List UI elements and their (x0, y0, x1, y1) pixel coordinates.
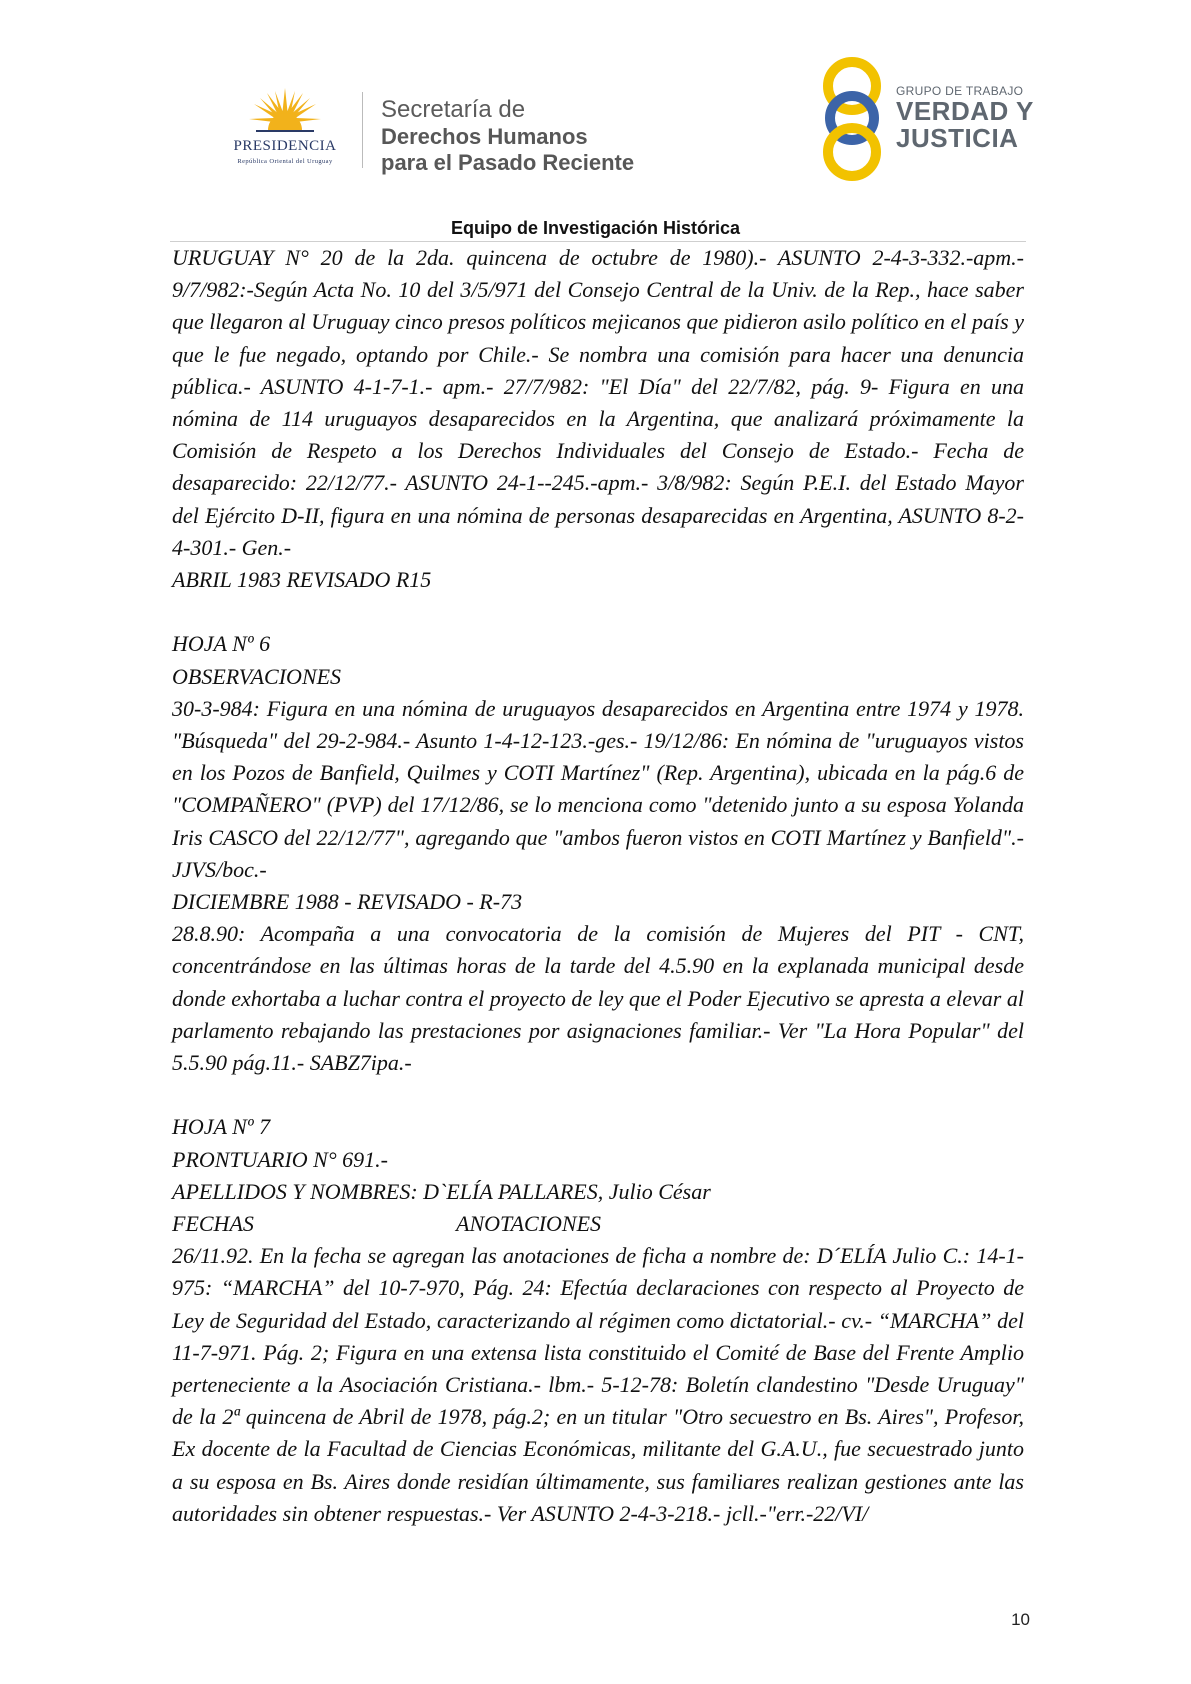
secretaria-line-3: para el Pasado Reciente (381, 150, 635, 175)
verdad-justicia-rings-icon (822, 56, 882, 182)
header-divider (362, 92, 363, 168)
page-header (0, 0, 1191, 238)
observaciones-heading: OBSERVACIONES (172, 663, 342, 689)
page-number: 10 (1011, 1610, 1030, 1629)
fechas-anotaciones-row (172, 1208, 1024, 1240)
presidencia-subtitle: República Oriental del Uruguay (237, 158, 333, 165)
paragraph-3: 28.8.90: Acompaña a una convocatoria de la comisión de Mujeres del PIT - CNT, concentrándose en las últimas horas de la tarde del 4.5.90 en la explanada municipal desde donde exhortaba a luchar contra el proyecto de ley que el Poder Ejecutivo se apresta a elevar al parlamento rebajando las prestaciones por asignaciones familiar.- Ver "La Hora Popular" del 5.5.90 pág.11.- SABZ7ipa.- (172, 921, 1024, 1076)
paragraph-4: 26/11.92. En la fecha se agregan las anotaciones de ficha a nombre de: D´ELÍA Julio C.: 14-1-975: “MARCHA” del 10-7-970, Pág. 24: Efectúa declaraciones con respecto al Proyecto de Ley de Seguridad del Estado, caracterizando al régimen como dictatorial.- cv.- “MARCHA” del 11-7-971. Pág. 2; Figura en una extensa lista constituido el Comité de Base del Frente Amplio perteneciente a la Asociación Cristiana.- lbm.- 5-12-78: Boletín clandestino "Desde Uruguay" de la 2ª quincena de Abril de 1978, pág.2; en un titular "Otro secuestro en Bs. Aires", Profesor, Ex docente de la Facultad de Ciencias Económicas, militante del G.A.U., fue secuestrado junto a su esposa en Bs. Aires donde residían últimamente, sus familiares realizan gestiones ante las autoridades sin obtener respuestas.- Ver ASUNTO 2-4-3-218.- jcll.-"err.-22/VI/ (172, 1243, 1024, 1526)
revision-note-diciembre: DICIEMBRE 1988 - REVISADO - R-73 (172, 889, 523, 915)
paragraph-1: URUGUAY N° 20 de la 2da. quincena de octubre de 1980).- ASUNTO 2-4-3-332.-apm.- 9/7/982:-Según Acta No. 10 del 3/5/971 del Consejo Central de la Univ. de la Rep., hace saber que llegaron al Uruguay cinco presos políticos mejicanos que pidieron asilo político en el país y que le fue negado, optando por Chile.- Se nombra una comisión para hacer una denuncia pública.- ASUNTO 4-1-7-1.- apm.- 27/7/982: "El Día" del 22/7/82, pág. 9- Figura en una nómina de 114 uruguayos desaparecidos en la Argentina, que analizará próximamente la Comisión de Respeto a los Derechos Individuales del Consejo de Estado.- Fecha de desaparecido: 22/12/77.- ASUNTO 24-1--245.-apm.- 3/8/982: Según P.E.I. del Estado Mayor del Ejército D-II, figura en una nómina de personas desaparecidas en Argentina, ASUNTO 8-2-4-301.- Gen.- (172, 245, 1024, 560)
sun-icon (248, 86, 322, 140)
fechas-label: FECHAS (172, 1211, 254, 1237)
sheet-heading-6: HOJA Nº 6 (172, 631, 271, 657)
paragraph-2: 30-3-984: Figura en una nómina de uruguayos desaparecidos en Argentina entre 1974 y 1978. "Búsqueda" del 29-2-984.- Asunto 1-4-12-123.-ges.- 19/12/86: En nómina de "uruguayos vistos en los Pozos de Banfield, Quilmes y COTI Martínez" (Rep. Argentina), ubicada en la pág.6 de "COMPAÑERO" (PVP) del 17/12/86, se lo menciona como "detenido junto a su esposa Yolanda Iris CASCO del 22/12/77", agregando que "ambos fueron vistos en COTI Martínez y Banfield".-JJVS/boc.- (172, 695, 1024, 882)
vyj-line-3: JUSTICIA (896, 123, 1019, 153)
secretaria-line-2: Derechos Humanos (381, 124, 588, 149)
apellidos-line: APELLIDOS Y NOMBRES: D`ELÍA PALLARES, Julio César (172, 1178, 711, 1204)
presidencia-name: PRESIDENCIA (233, 138, 337, 154)
presidencia-logo (210, 86, 360, 172)
revision-note-abril: ABRIL 1983 REVISADO R15 (172, 567, 432, 593)
blank-line (172, 596, 1024, 628)
sheet-heading-7: HOJA Nº 7 (172, 1114, 271, 1140)
anotaciones-label: ANOTACIONES (456, 1211, 602, 1237)
blank-line (172, 1079, 1024, 1111)
secretaria-title (381, 96, 634, 176)
document-body (172, 242, 1024, 1530)
team-title: Equipo de Investigación Histórica (450, 218, 741, 238)
vyj-line-1: GRUPO DE TRABAJO (896, 84, 1024, 98)
prontuario-line: PRONTUARIO N° 691.- (172, 1146, 388, 1172)
secretaria-line-1: Secretaría de (381, 96, 526, 123)
vyj-line-2: VERDAD Y (896, 96, 1034, 126)
verdad-justicia-text (896, 84, 1034, 152)
